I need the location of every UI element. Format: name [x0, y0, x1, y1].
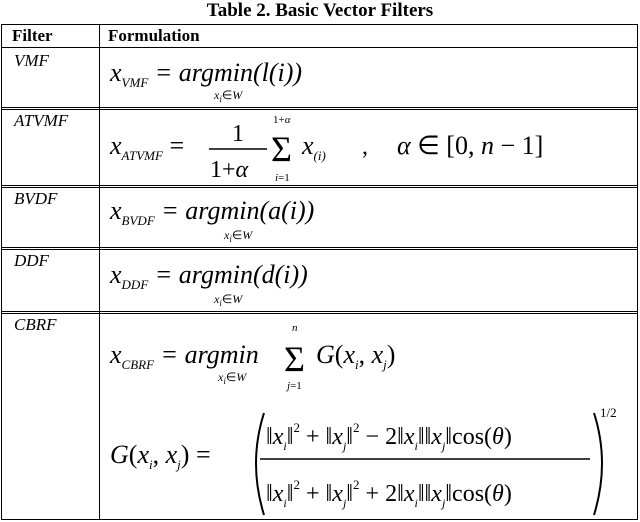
- formula-atvmf-graphic: [2, 109, 640, 189]
- header-divider: [2, 47, 637, 48]
- svg-text:xCBRF = argmin: $x_{CBRF} = argmin$: [110, 340, 259, 372]
- svg-text:Σ: Σ: [284, 339, 305, 379]
- svg-text:G(xi, xj): $G(x_i$, $x_j$): [316, 340, 396, 372]
- svg-text:xATVMF =: $x_{ATVMF}$ =: [110, 131, 185, 163]
- formula-cbrf-graphic: [2, 313, 638, 521]
- svg-text:xi∈W: $x_i\in W$: [214, 292, 243, 308]
- header-filter: Filter: [12, 26, 53, 45]
- header-formulation: Formulation: [108, 26, 200, 45]
- svg-text:Σ: Σ: [271, 129, 292, 169]
- svg-text:x(i): $x_{(i)}$: [302, 131, 326, 163]
- svg-text:1+α: 1+α: [210, 157, 249, 183]
- formula-bvdf-graphic: [2, 187, 640, 247]
- svg-text:i=1: i=1: [275, 172, 290, 184]
- svg-text:xDDF = argmin(d(i)): $x_{DDF} = argmin(d(i))$: [110, 260, 308, 292]
- svg-text:xi∈W: $x_i\in W$: [224, 228, 253, 244]
- svg-text:xBVDF = argmin(a(i)): $x_{BVDF} = argmin(a(i))$: [110, 196, 315, 228]
- svg-text:‖xi‖2 + ‖xj‖2 + 2‖xi‖‖xj‖cos(θ: $‖x_i‖^2$ + $‖x_j‖^2$ + $2‖x_i‖‖x_j‖\cos(\theta)$: [266, 477, 512, 510]
- svg-text:α ∈ [0, n − 1]: α ∈ [0, n − 1]: [397, 131, 544, 160]
- svg-text:n: n: [292, 322, 298, 334]
- svg-text:,: ,: [362, 134, 368, 160]
- filter-name-vmf: VMF: [14, 51, 49, 70]
- table-caption: Table 2. Basic Vector Filters: [206, 0, 434, 21]
- filter-name-bvdf: BVDF: [14, 189, 58, 208]
- filter-name-ddf: DDF: [14, 251, 49, 270]
- svg-text:j=1: j=1: [287, 380, 302, 392]
- filter-name-atvmf: ATVMF: [14, 111, 69, 130]
- svg-text:xi∈W: $x_i\in W$: [214, 88, 243, 104]
- svg-text:1+α: 1+α: [273, 114, 291, 126]
- svg-text:xi∈W: $x_i\in W$: [218, 370, 247, 386]
- svg-text:‖xi‖2 + ‖xj‖2 − 2‖xi‖‖xj‖cos(θ: $‖x_i‖^2$ + $‖x_j‖^2$ − $2‖x_i‖‖x_j‖\cos(\theta)$: [266, 420, 512, 453]
- filters-table: [1, 24, 638, 520]
- filter-name-cbrf: CBRF: [14, 315, 57, 334]
- svg-text:xVMF = argmin(l(i)): $x_{VMF} = argmin(l(i))$: [110, 58, 303, 90]
- svg-text:G(xi, xj) =: $G(x_i$, $x_j$) =: [110, 440, 211, 472]
- formula-ddf-graphic: [2, 249, 640, 311]
- svg-text:1: 1: [232, 121, 244, 147]
- svg-text:1/2: 1/2: [600, 405, 617, 420]
